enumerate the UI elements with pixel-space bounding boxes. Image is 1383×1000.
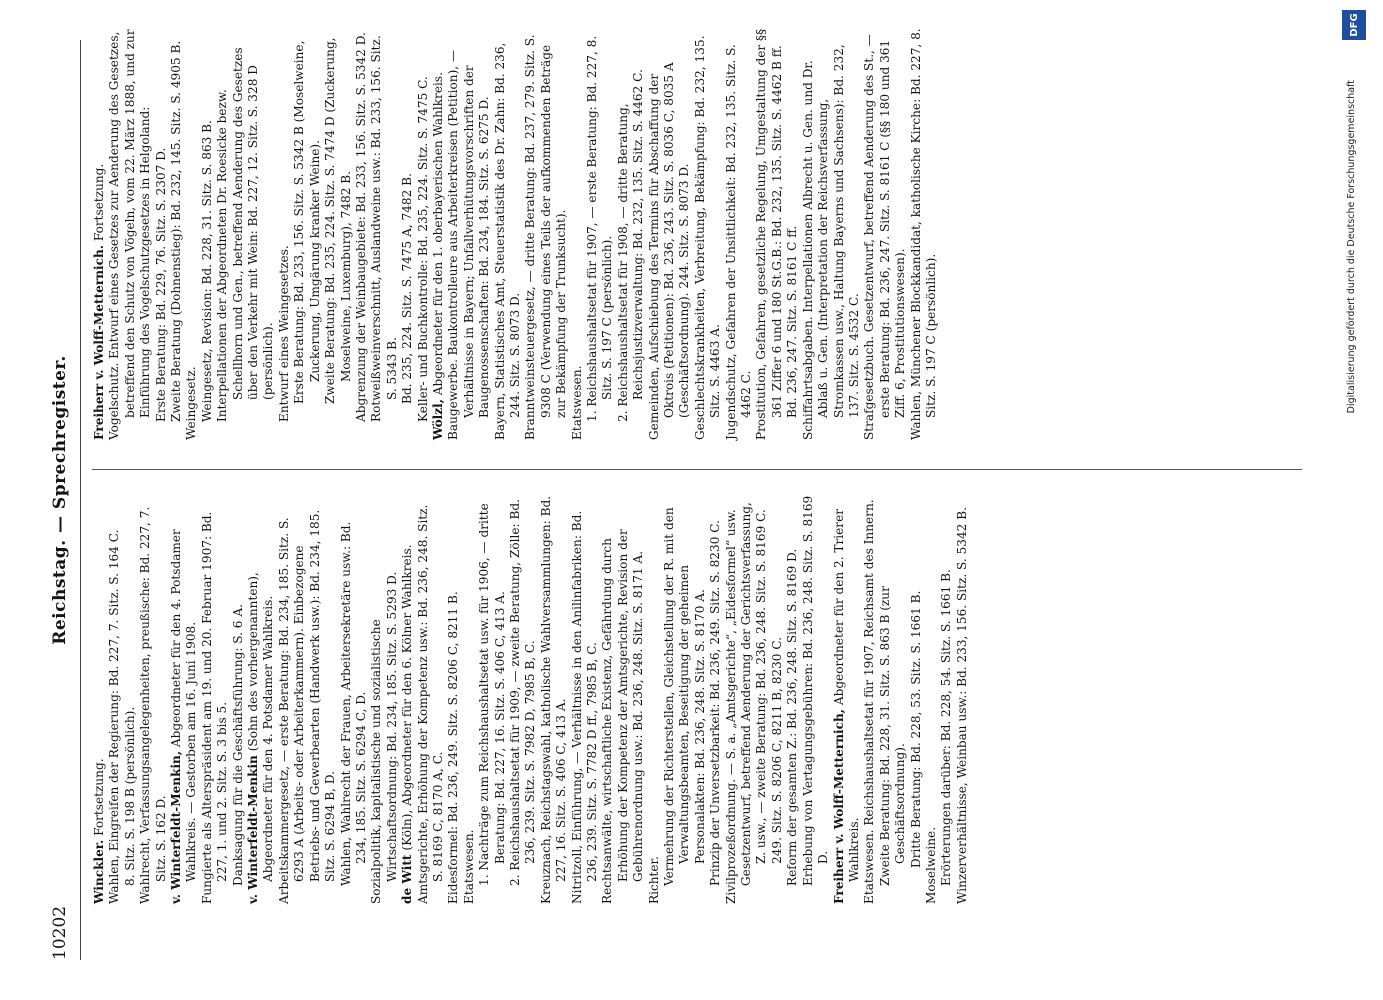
entry-text: Zweite Beratung: Bd. 228, 31. Sitz. S. 863 B (zur Geschäftsordnung). xyxy=(877,586,908,886)
entry-text: Richter. xyxy=(646,856,661,904)
right-column xyxy=(92,28,939,440)
index-entry xyxy=(431,28,446,440)
entry-text: Fungierte als Alterspräsident am 19. und 20. Februar 1907: Bd. 227, 1. und 2. Sitz. S. 3 bis 5. xyxy=(199,511,230,904)
index-entry xyxy=(354,28,369,440)
entry-text: Schiffahrtsabgaben. Interpellationen Albrecht u. Gen. und Dr. Ablaß u. Gen. (Interpretation der Reichsverfassung, Stromkassen usw., Haltung Bayerns und Sachsens): Bd. 232, 137. Sitz. S. 4532 C. xyxy=(800,44,861,440)
index-entry xyxy=(523,28,569,440)
entry-text: Entwurf eines Weingesetzes. xyxy=(276,245,291,422)
entry-text: Weingesetz. xyxy=(184,366,199,440)
entry-text: Abgeordneter für den 2. Trierer Wahlkreis. xyxy=(831,508,861,882)
index-entry xyxy=(400,492,415,904)
speaker-name: de Witt xyxy=(400,854,415,904)
left-column xyxy=(92,492,970,904)
index-entry xyxy=(169,28,184,440)
index-entry xyxy=(693,28,724,440)
index-entry xyxy=(801,492,832,904)
index-entry xyxy=(277,28,292,440)
entry-text: Rechtsanwälte, wirtschaftliche Existenz, Gefährdung durch Erhöhung der Kompetenz der Amtsgerichte, Revision der Gebührenordnung usw.: Bd. 236, 248. Sitz. S. 8171 A. xyxy=(600,529,646,904)
entry-text: Prinzip der Unversetzbarkeit: Bd. 236, 249. Sitz. S. 8230 C. xyxy=(708,520,723,886)
index-entry xyxy=(739,492,785,904)
entry-text: Geschlechtskrankheiten, Verbreitung, Bekämpfung: Bd. 232, 135. Sitz. S. 4463 A. xyxy=(692,35,723,440)
entry-text: Wahlen, Wahlrecht der Frauen, Arbeitersekretäre usw.: Bd. 234, 185. Sitz. S. 6294 C, D. xyxy=(338,521,368,886)
index-entry xyxy=(909,28,940,440)
index-entry xyxy=(169,492,200,904)
index-entry xyxy=(616,28,647,440)
index-entry xyxy=(446,28,492,440)
entry-text: Fortsetzung. xyxy=(92,163,106,242)
entry-text: Abgeordneter für den 4. Potsdamer Wahlkreis. — Gestorben am 16. Juni 1908. xyxy=(169,529,199,882)
running-title: Reichstag. — Sprechregister. xyxy=(50,355,70,645)
index-entry xyxy=(246,492,277,904)
entry-text: Erörterungen darüber: Bd. 228, 54. Sitz. S. 1661 B. xyxy=(939,569,954,886)
index-entry xyxy=(215,28,277,440)
entry-text: Eidesformel: Bd. 236, 249. Sitz. S. 8206 C, 8211 B. xyxy=(446,591,461,904)
index-entry xyxy=(493,28,524,440)
entry-text: Erhebung von Vertagungsgebühren: Bd. 236, 248. Sitz. S. 8169 D. xyxy=(800,495,831,886)
index-entry xyxy=(154,28,169,440)
entry-text: Nitritzoll, Einführung, — Verhältnisse in den Anilinfabriken: Bd. 236, 239. Sitz. S. 7782 D ff., 7985 B, C. xyxy=(569,510,599,904)
index-entry xyxy=(107,492,122,904)
entry-text: 1. Reichshaushaltsetat für 1907, — erste Beratung: Bd. 227, 8. Sitz. S. 197 C (persönlich). xyxy=(585,35,615,422)
entry-text: Keller- und Buchkontrolle: Bd. 235, 224. Sitz. S. 7475 C. xyxy=(415,76,430,422)
index-entry xyxy=(909,492,924,904)
index-entry xyxy=(862,492,877,904)
index-entry xyxy=(785,492,800,904)
entry-text: Branntweinsteuergesetz, — dritte Beratung: Bd. 237, 279. Sitz. S. 9308 C (Verwendung eines Teils der aufkommenden Beträge zur Bekämpfung der Trunksucht). xyxy=(523,34,569,440)
index-entry xyxy=(754,28,800,440)
entry-text: Gemeinden, Aufschiebung des Termins für Abschaffung der Oktrois (Petitionen): Bd. 236, 243. Sitz. S. 8036 C, 8035 A (Geschäftsordnung). 244. Sitz. S. 8073 D. xyxy=(646,62,692,440)
index-entry xyxy=(92,492,107,904)
speaker-name: Freiherr v. Wolff-Metternich, xyxy=(831,709,846,904)
entry-text: Bayern, Statistisches Amt, Steuerstatistik des Dr. Zahn: Bd. 236, 244. Sitz. S. 8073 D. xyxy=(492,42,522,440)
page-number: 10202 xyxy=(50,905,70,960)
entry-text: Abgrenzung der Weinbaugebiete: Bd. 233, 156. Sitz. S. 5342 D. xyxy=(353,32,368,422)
entry-text: Baugewerbe. Baukontrolleure aus Arbeiterkreisen (Petition), — Verhältnisse in Bayern; Unfallverhütungsvorschriften der Baugenossenschaften: Bd. 234, 184. Sitz. S. 6275 D. xyxy=(446,49,492,440)
speaker-name: Wölzl, xyxy=(430,399,445,440)
index-entry xyxy=(647,492,662,904)
entry-text: Etatswesen. xyxy=(569,365,584,440)
index-entry xyxy=(416,492,447,904)
index-entry xyxy=(462,492,477,904)
index-entry xyxy=(446,492,461,904)
page-header xyxy=(40,40,81,960)
entry-text: Kreuznach, Reichstagswahl, katholische Wahlversammlungen: Bd. 227, 16. Sitz. S. 406 C, 413 A. xyxy=(538,495,569,904)
entry-text: Erste Beratung: Bd. 229, 76. Sitz. S. 2307 D. xyxy=(153,147,168,422)
index-entry xyxy=(878,492,909,904)
entry-text: Reform der gesamten Z.: Bd. 236, 248. Sitz. S. 8169 D. xyxy=(785,548,800,886)
entry-text: 2. Reichshaushaltsetat für 1908, — dritte Beratung, Reichsjustizverwaltung: Bd. 232, 135. Sitz. S. 4462 C. xyxy=(615,69,646,422)
index-entry xyxy=(647,28,693,440)
speaker-name: Winckler. xyxy=(92,839,106,904)
entry-text: Etatswesen. xyxy=(461,829,476,904)
column-divider xyxy=(92,469,1302,470)
entry-text: Jugendschutz, Gefahren der Unsittlichkeit: Bd. 232, 135. Sitz. S. 4462 C. xyxy=(723,44,754,440)
index-entry xyxy=(570,492,601,904)
entry-text: Zivilprozeßordnung. — S. a. „Amtsgerichte“, „Eidesformel“ usw. xyxy=(723,509,738,904)
entry-text: Sozialpolitik, kapitalistische und sozialistische Wirtschaftsordnung: Bd. 234, 185. Sitz. S. 5293 D. xyxy=(369,571,399,904)
entry-text: Wahlrecht, Verfassungsangelegenheiten, preußische: Bd. 227, 7. Sitz. S. 162 D. xyxy=(138,506,168,904)
entry-text: Erste Beratung: Bd. 233, 156. Sitz. S. 5342 B (Moselweine, Zuckerung, Umgärung kranker Weine). xyxy=(292,40,322,404)
index-entry xyxy=(862,28,908,440)
entry-text: Amtsgerichte, Erhöhung der Kompetenz usw.: Bd. 236, 248. Sitz. S. 8169 C, 8170 A, C. xyxy=(415,504,445,904)
index-entry xyxy=(708,492,723,904)
index-entry xyxy=(323,28,354,440)
entry-text: Bd. 235, 224. Sitz. S. 7475 A, 7482 B. xyxy=(400,173,415,404)
entry-text: Moselweine. xyxy=(923,826,938,904)
entry-text: Vermehrung der Richterstellen, Gleichstellung der R. mit den Verwaltungsbeamten, Beseitigung der geheimen Personalakten: Bd. 236, 248. Sitz. S. 8170 A. xyxy=(662,507,707,886)
entry-text: Wahlen, Münchener Blockkandidat, katholische Kirche: Bd. 227, 8. Sitz. S. 197 C (persönlich). xyxy=(908,28,938,440)
index-entry xyxy=(924,492,939,904)
entry-text: (Sohn des vorhergenannten), Abgeordneter für den 4. Potsdamer Wahlkreis. xyxy=(246,572,276,882)
entry-text: Winzerverhältnisse, Weinbau usw.: Bd. 233, 156. Sitz. S. 5342 B. xyxy=(954,507,969,904)
speaker-name: v. Winterfeldt-Menkin xyxy=(246,755,261,904)
index-entry xyxy=(231,492,246,904)
entry-text: Weingesetz, Revision: Bd. 228, 31. Sitz. S. 863 B. xyxy=(199,120,214,422)
dfg-logo: DFG xyxy=(1342,10,1366,40)
index-entry xyxy=(369,492,400,904)
speaker-name: Freiherr v. Wolff-Metternich. xyxy=(92,245,106,440)
entry-text: 2. Reichshaushaltsetat für 1909, — zweite Beratung, Zölle: Bd. 236, 239. Sitz. S. 7982 D, 7985 B, C. xyxy=(507,499,538,886)
entry-text: 1. Nachträge zum Reichshaushaltsetat usw. für 1906, — dritte Beratung: Bd. 227, 16. Sitz. S. 406 C, 413 A. xyxy=(477,503,507,886)
index-entry xyxy=(801,28,863,440)
entry-text: Zweite Beratung (Dohnenstieg): Bd. 232, 145. Sitz. S. 4905 B. xyxy=(169,40,184,422)
index-entry xyxy=(955,492,970,904)
index-entry xyxy=(92,28,107,440)
index-entry xyxy=(200,492,231,904)
entry-text: Strafgesetzbuch. Gesetzentwurf, betreffend Aenderung des St., — erste Beratung: Bd. 236, 247. Sitz. S. 8161 C (§§ 180 und 361 Ziff. 6, Prostitutionswesen). xyxy=(862,34,908,440)
entry-text: Gesetzentwurf, betreffend Aenderung der Gerichtsverfassung, Z. usw., — zweite Beratung: Bd. 236, 248. Sitz. S. 8169 C. 249. Sitz. S. 8206 C, 8211 B, 8230 C. xyxy=(739,502,784,886)
index-entry xyxy=(339,492,370,904)
entry-text: Rotweißweinverschnitt, Auslandweine usw.: Bd. 233, 156. Sitz. S. 5343 B. xyxy=(369,35,399,422)
entry-text: Fortsetzung. xyxy=(92,758,106,836)
footer xyxy=(1336,0,1374,1000)
entry-text: 8. Sitz. S. 198 B (persönlich). xyxy=(122,706,137,886)
index-entry xyxy=(724,492,739,904)
index-entry xyxy=(570,28,585,440)
digitization-credit: Digitalisierung gefördert durch die Deutsche Forschungsgemeinschaft xyxy=(1346,80,1357,414)
entry-text: Dritte Beratung: Bd. 228, 53. Sitz. S. 1661 B. xyxy=(908,590,923,868)
index-entry xyxy=(477,492,508,904)
index-entry xyxy=(585,28,616,440)
index-entry xyxy=(832,492,863,904)
index-entry xyxy=(724,28,755,440)
speaker-name: v. Winterfeldt-Menkin, xyxy=(169,750,184,904)
index-entry xyxy=(107,28,153,440)
index-entry xyxy=(939,492,954,904)
index-entry xyxy=(123,492,138,904)
entry-text: Prostitution, Gefahren, gesetzliche Regelung, Umgestaltung der §§ 361 Ziffer 6 und 180 St.G.B.: Bd. 232, 135. Sitz. S. 4462 B ff. Bd. 236, 247. Sitz. S. 8161 C ff. xyxy=(754,28,800,440)
entry-text: Etatswesen. Reichshaushaltsetat für 1907, Reichsamt des Innern. xyxy=(862,499,877,904)
index-entry xyxy=(277,492,339,904)
index-entry xyxy=(600,492,646,904)
entry-text: Vogelschutz. Entwurf eines Gesetzes zur Aenderung des Gesetzes, betreffend den Schutz von Vögeln, vom 22. März 1888, und zur Einführung des Vogelschutzgesetzes in Helgoland: xyxy=(107,29,153,440)
index-entry xyxy=(416,28,431,440)
index-entry xyxy=(400,28,415,440)
entry-text: Interpellationen der Abgeordneten Dr. Roesicke bezw. Schellhorn und Gen., betreffend Aenderung des Gesetzes über den Verkehr mit Wein: Bd. 227, 12. Sitz. S. 328 D (persönlich). xyxy=(215,47,276,422)
index-entry xyxy=(539,492,570,904)
index-entry xyxy=(508,492,539,904)
index-entry xyxy=(292,28,323,440)
index-entry xyxy=(138,492,169,904)
entry-text: (Köln), Abgeordneter für den 6. Kölner Wahlkreis. xyxy=(400,544,415,851)
index-entry xyxy=(184,28,199,440)
entry-text: Zweite Beratung: Bd. 235, 224. Sitz. S. 7474 D (Zuckerung, Moselweine, Luxemburg), 7482 B. xyxy=(323,37,353,404)
index-entry xyxy=(369,28,400,440)
entry-text: Wahlen, Eingreifen der Regierung: Bd. 227, 7. Sitz. S. 164 C. xyxy=(107,529,122,904)
index-entry xyxy=(662,492,708,904)
entry-text: Arbeitskammergesetz, — erste Beratung: Bd. 234, 185. Sitz. S. 6293 A (Arbeits- oder Arbeiterkammern). Einbezogene Betriebs- und Gewerbearten (Handwerk usw.): Bd. 234, 185. Sitz. S. 6294 B, D. xyxy=(276,509,338,904)
index-entry xyxy=(200,28,215,440)
entry-text: Danksagung für die Geschäftsführung: S. 6 A. xyxy=(230,604,245,886)
entry-text: Abgeordneter für den 1. oberbayerischen Wahlkreis. xyxy=(430,72,445,396)
